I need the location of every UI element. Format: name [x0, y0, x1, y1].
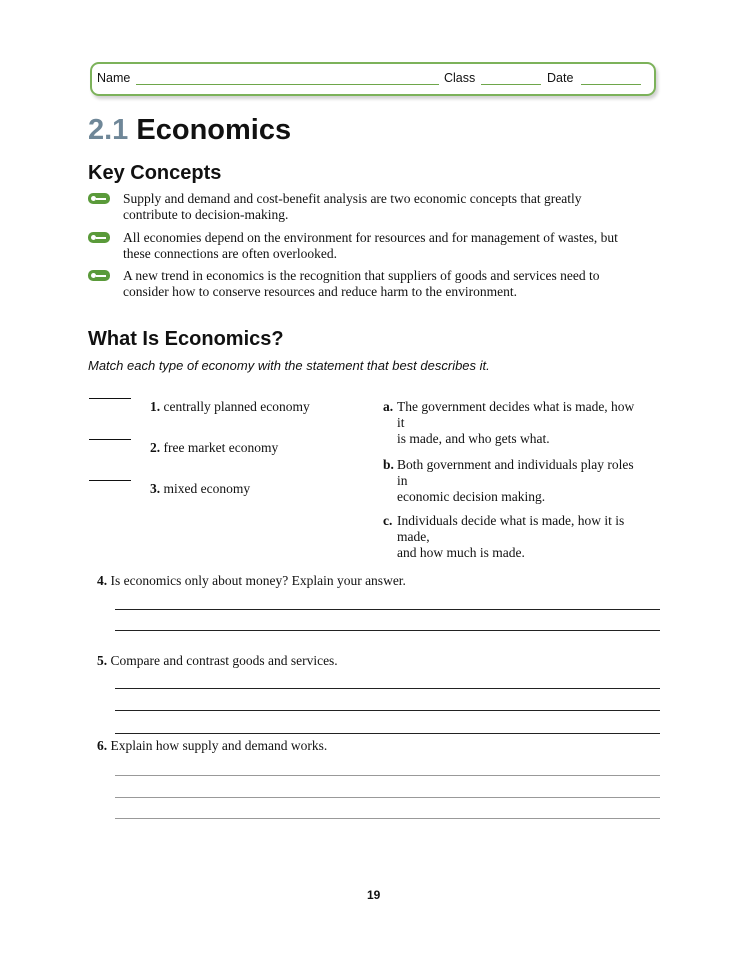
key-icon	[88, 193, 110, 204]
statement-line: The government decides what is made, how	[397, 399, 635, 414]
term-text: centrally planned economy	[163, 399, 310, 414]
answer-line[interactable]	[115, 818, 660, 819]
question-5	[97, 653, 338, 669]
key-concept-text: A new trend in economics is the recognition that suppliers of goods and services need to consider how to conserve resources and reduce harm to the environment.	[123, 268, 600, 299]
answer-line[interactable]	[115, 609, 660, 610]
name-class-date-box	[90, 62, 656, 96]
question-number: 6.	[97, 738, 108, 753]
term-text: mixed economy	[163, 481, 251, 496]
class-label: Class	[444, 71, 476, 85]
statement-letter: c.	[383, 513, 393, 528]
statement-letter: a.	[383, 399, 394, 414]
key-icon	[88, 232, 110, 243]
statement-line: economic decision making.	[397, 489, 546, 504]
statement-line: is made, and who gets what.	[397, 431, 550, 446]
question-6	[97, 738, 327, 754]
statement-line: made,	[397, 529, 430, 544]
statement-line: Both government and individuals play roles	[397, 457, 634, 472]
name-field[interactable]	[136, 84, 439, 85]
statement-line: it	[397, 415, 405, 430]
term-2	[150, 440, 278, 456]
statement-line: Individuals decide what is made, how it is	[397, 513, 625, 528]
key-icon	[88, 270, 110, 281]
page-title	[88, 114, 291, 147]
answer-line[interactable]	[115, 733, 660, 734]
answer-line[interactable]	[115, 710, 660, 711]
date-field[interactable]	[581, 84, 641, 85]
name-label: Name	[97, 71, 131, 85]
date-label: Date	[547, 71, 574, 85]
answer-line[interactable]	[115, 688, 660, 689]
term-number: 2.	[150, 440, 161, 455]
statement-b	[383, 457, 663, 505]
answer-blank-1[interactable]	[89, 398, 131, 399]
term-1	[150, 399, 310, 415]
instruction: Match each type of economy with the statement that best describes it.	[88, 358, 490, 373]
answer-line[interactable]	[115, 630, 660, 631]
key-concept-item	[88, 191, 628, 223]
question-text: Explain how supply and demand works.	[110, 738, 328, 753]
statement-line: in	[397, 473, 408, 488]
key-concepts-heading: Key Concepts	[88, 162, 222, 184]
question-text: Compare and contrast goods and services.	[110, 653, 338, 668]
term-3	[150, 481, 250, 497]
answer-line[interactable]	[115, 797, 660, 798]
statement-a	[383, 399, 663, 447]
question-4	[97, 573, 406, 589]
key-concept-text: Supply and demand and cost-benefit analysis are two economic concepts that greatly contribute to decision-making.	[123, 191, 582, 222]
term-number: 3.	[150, 481, 161, 496]
statement-c	[383, 513, 663, 561]
term-text: free market economy	[163, 440, 279, 455]
key-concept-item	[88, 230, 628, 262]
page-number: 19	[367, 888, 381, 902]
answer-line[interactable]	[115, 775, 660, 776]
question-number: 5.	[97, 653, 108, 668]
answer-blank-2[interactable]	[89, 439, 131, 440]
section-number: 2.1	[88, 114, 129, 146]
section-title: Economics	[136, 114, 292, 146]
question-text: Is economics only about money? Explain your answer.	[110, 573, 406, 588]
statement-line: and how much is made.	[397, 545, 525, 560]
section-heading: What Is Economics?	[88, 328, 284, 350]
answer-blank-3[interactable]	[89, 480, 131, 481]
class-field[interactable]	[481, 84, 541, 85]
term-number: 1.	[150, 399, 161, 414]
key-concept-item	[88, 268, 628, 300]
question-number: 4.	[97, 573, 108, 588]
key-concept-text: All economies depend on the environment for resources and for management of wastes, but these connections are often overlooked.	[123, 230, 618, 261]
statement-letter: b.	[383, 457, 394, 472]
